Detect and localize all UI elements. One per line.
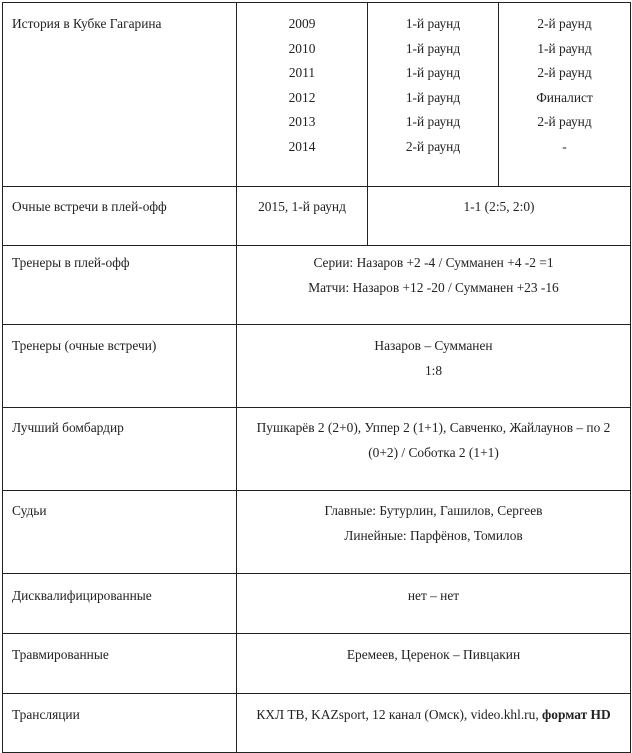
- head-to-head-round: 2015, 1-й раунд: [237, 187, 368, 246]
- year-2014: 2014: [288, 138, 316, 154]
- head-to-head-label: Очные встречи в плей-офф: [3, 187, 237, 246]
- head-to-head-row: [3, 187, 631, 246]
- coaches-h2h-value: [237, 325, 631, 408]
- injured-label: Травмированные: [3, 634, 237, 694]
- disqualified-value: нет – нет: [237, 574, 631, 634]
- team1-result: 1-й раунд: [405, 40, 461, 56]
- referees-label: Судьи: [3, 491, 237, 574]
- history-team2: [499, 3, 631, 187]
- team1-result: 1-й раунд: [405, 65, 461, 80]
- top-scorer-label: Лучший бомбардир: [3, 408, 237, 491]
- history-team1: [368, 3, 499, 187]
- top-scorer-value: [237, 408, 631, 491]
- team1-result: 1-й раунд: [405, 89, 461, 105]
- team1-result: 2-й раунд: [405, 138, 461, 154]
- broadcasts-hd: формат HD: [542, 707, 611, 722]
- coaches-h2h-names: Назаров – Сумманен: [374, 338, 493, 353]
- disqualified-label: Дисквалифицированные: [3, 574, 237, 634]
- injured-value: Еремеев, Церенок – Пивцакин: [237, 634, 631, 694]
- team2-result: -: [562, 138, 567, 154]
- team2-result: 2-й раунд: [537, 16, 592, 31]
- team2-result: 2-й раунд: [537, 65, 592, 80]
- broadcasts-channels: КХЛ ТВ, KAZsport, 12 канал (Омск), video.khl.ru,: [256, 707, 543, 722]
- coaches-h2h-score: 1:8: [424, 362, 443, 378]
- team2-result: 1-й раунд: [537, 40, 592, 56]
- disqualified-row: [3, 574, 631, 634]
- year-2012: 2012: [288, 89, 316, 105]
- referees-value: [237, 491, 631, 574]
- year-2010: 2010: [288, 40, 316, 56]
- coaches-series: Серии: Назаров +2 -4 / Сумманен +4 -2 =1: [313, 255, 554, 270]
- team1-result: 1-й раунд: [405, 114, 461, 129]
- coaches-h2h-row: [3, 325, 631, 408]
- year-2009: 2009: [288, 16, 316, 31]
- history-label: История в Кубке Гагарина: [3, 3, 237, 187]
- broadcasts-value: [237, 694, 631, 753]
- history-row: [3, 3, 631, 187]
- coaches-playoff-row: [3, 246, 631, 325]
- top-scorer-row: [3, 408, 631, 491]
- year-2011: 2011: [288, 65, 316, 80]
- head-to-head-score: 1-1 (2:5, 2:0): [368, 187, 631, 246]
- history-years: [237, 3, 368, 187]
- referees-row: [3, 491, 631, 574]
- team1-result: 1-й раунд: [405, 16, 461, 31]
- broadcasts-row: [3, 694, 631, 753]
- team2-result: 2-й раунд: [537, 114, 592, 129]
- referees-linesmen: Линейные: Парфёнов, Томилов: [344, 527, 523, 543]
- top-scorer-text: Пушкарёв 2 (2+0), Уппер 2 (1+1), Савченко, Жайлаунов – по 2 (0+2) / Соботка 2 (1+1): [256, 420, 611, 460]
- match-preview-table: [2, 2, 631, 753]
- coaches-playoff-value: [237, 246, 631, 325]
- year-2013: 2013: [288, 114, 316, 129]
- coaches-matches: Матчи: Назаров +12 -20 / Сумманен +23 -16: [308, 279, 559, 295]
- team2-result: Финалист: [536, 89, 593, 105]
- coaches-h2h-label: Тренеры (очные встречи): [3, 325, 237, 408]
- referees-main: Главные: Бутурлин, Гашилов, Сергеев: [324, 503, 543, 518]
- coaches-playoff-label: Тренеры в плей-офф: [3, 246, 237, 325]
- injured-row: [3, 634, 631, 694]
- broadcasts-label: Трансляции: [3, 694, 237, 753]
